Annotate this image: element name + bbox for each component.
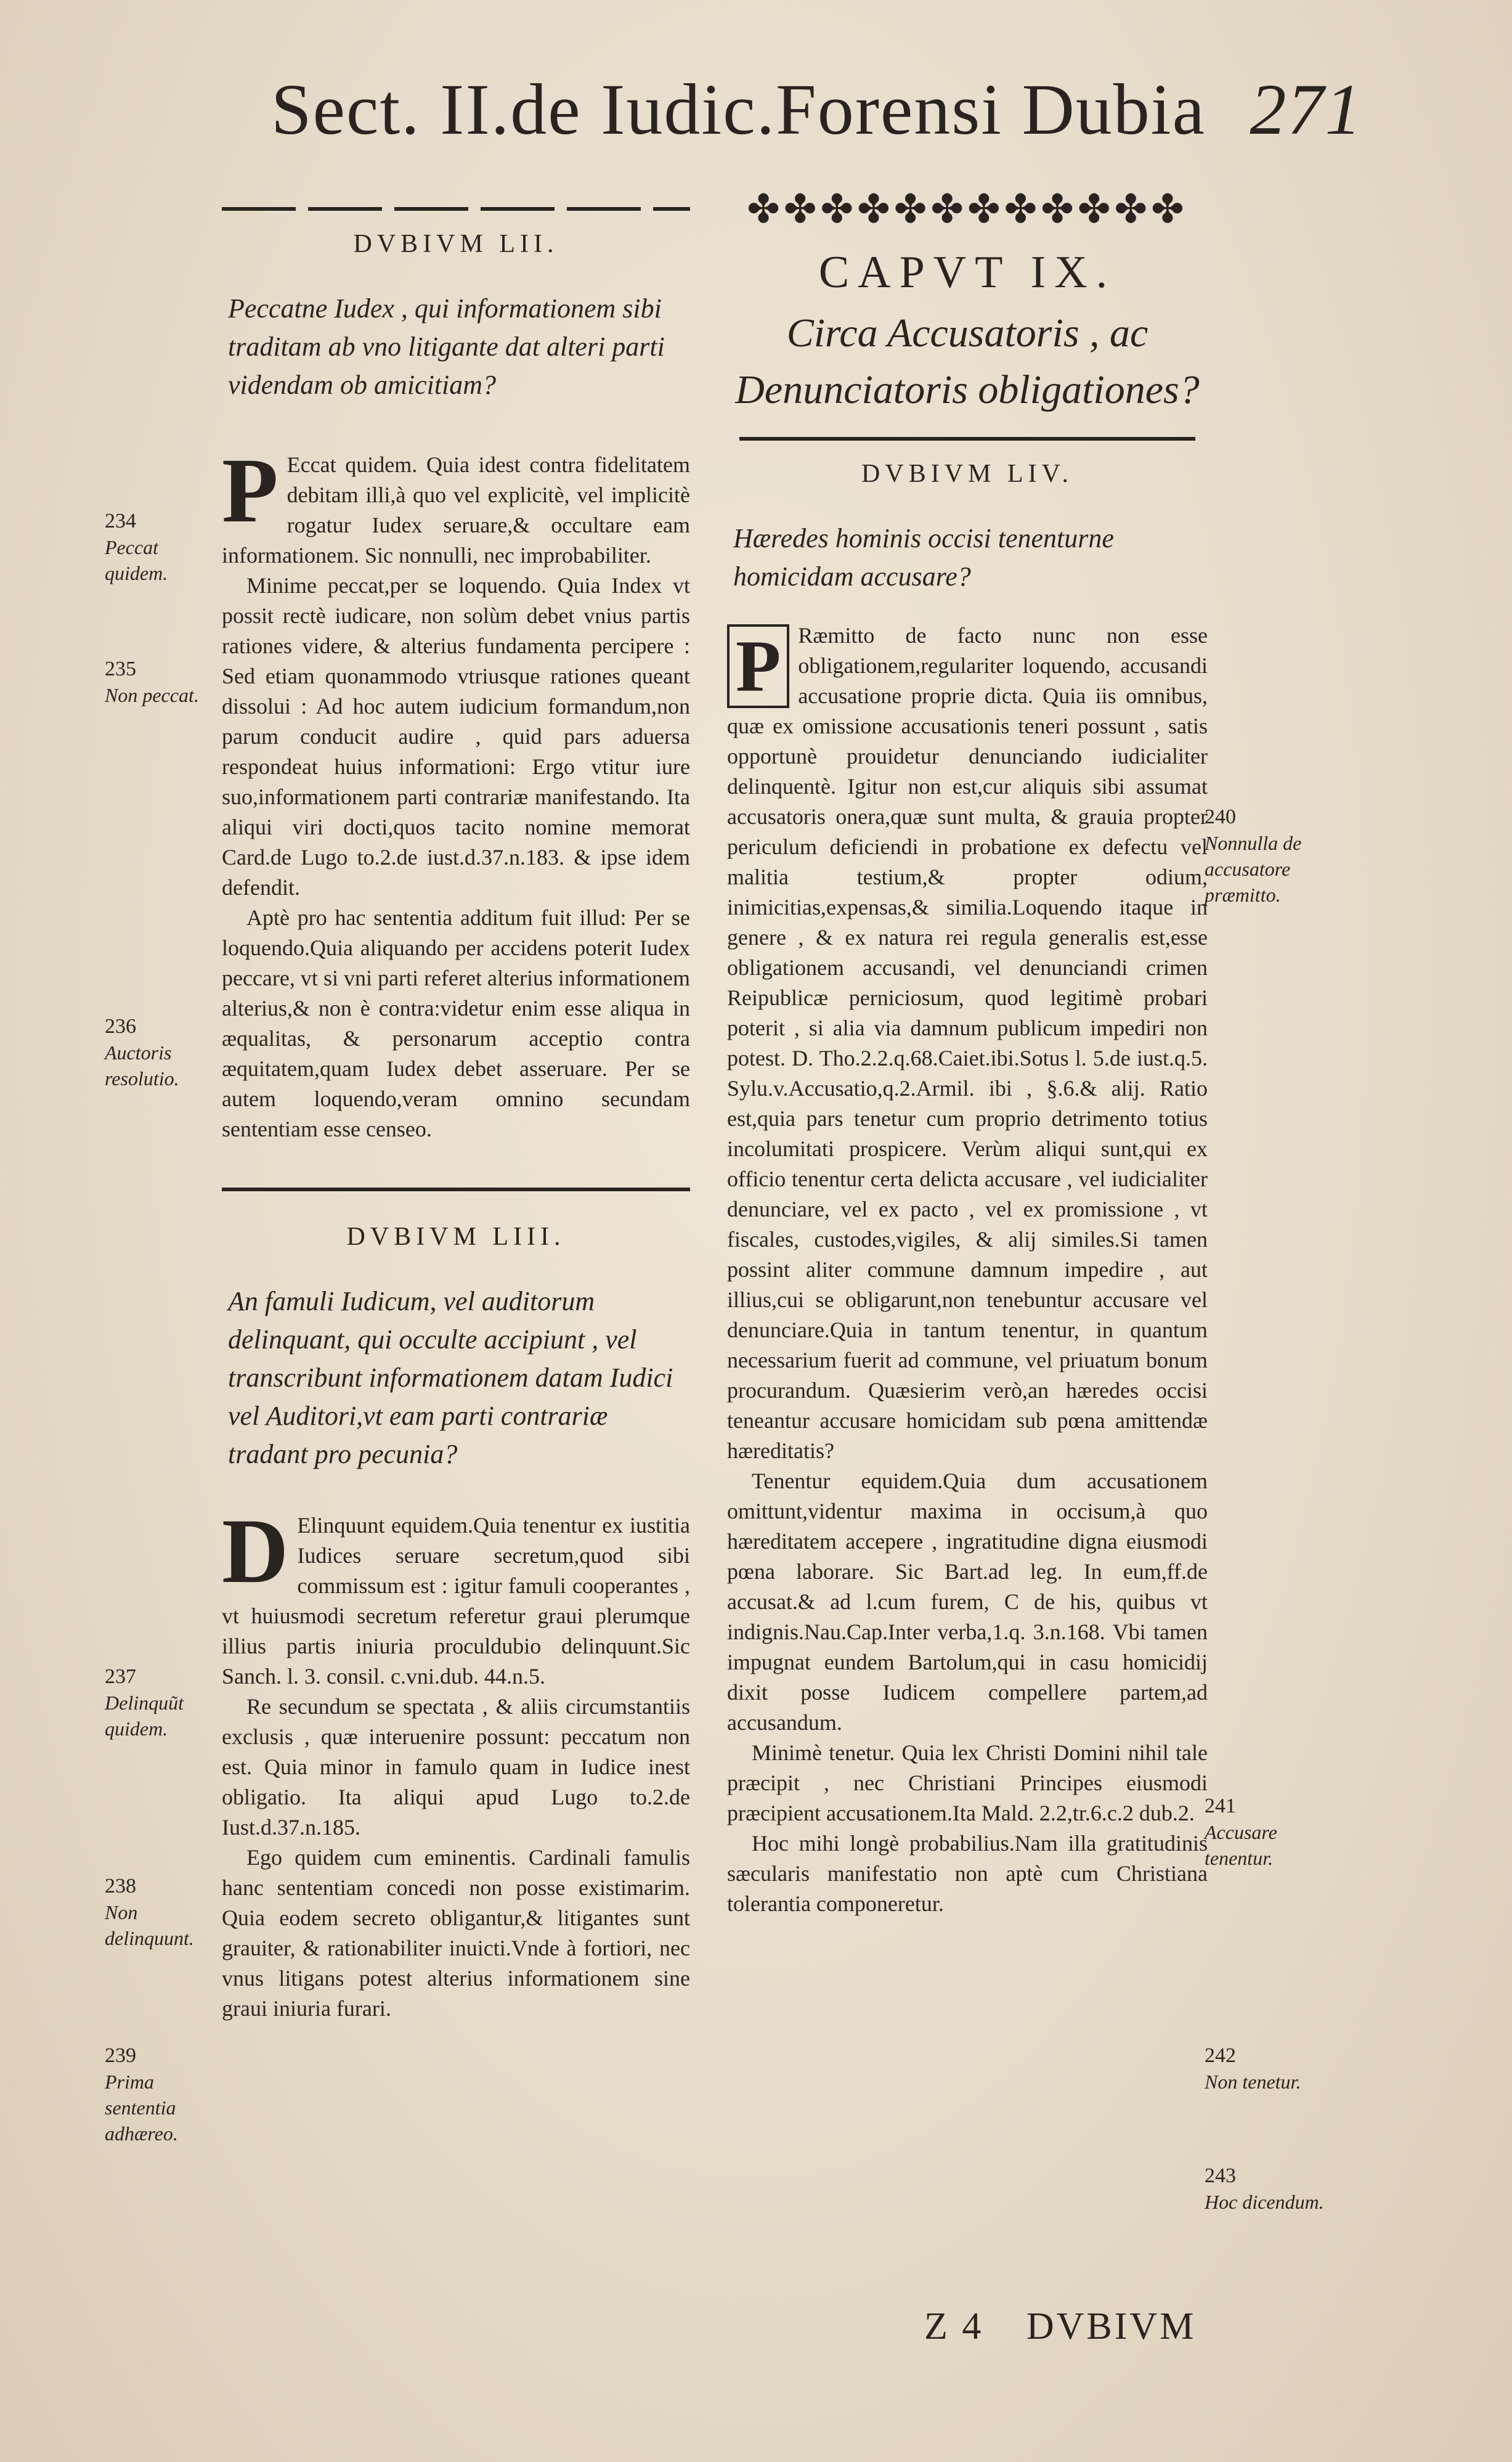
margin-number: 237 (105, 1665, 136, 1688)
fleuron-ornament: ✤✤✤✤✤✤✤✤✤✤✤✤ (747, 187, 1188, 231)
margin-note (105, 656, 216, 708)
margin-note (105, 2043, 216, 2146)
dubium-53-title: DVBIVM LIII. (346, 1223, 566, 1251)
margin-note (1205, 1793, 1328, 1871)
margin-note (1205, 804, 1328, 908)
left-column (222, 185, 690, 2024)
margin-text: Peccat quidem. (105, 536, 168, 584)
paragraph: Minimè tenetur. Quia lex Christi Domini nihil tale præcipit , nec Christiani Principes eiusmodi præcipient accusationem.Ita Mald. 2.2,tr.6.c.2 dub.2. (727, 1740, 1208, 1825)
margin-number: 235 (105, 658, 136, 680)
paragraph (222, 1500, 690, 1692)
chapter-heading: CAPVT IX. (818, 247, 1116, 298)
paragraph: Aptè pro hac sententia additum fuit illud: Per se loquendo.Quia aliquando per accidens poterit Iudex peccare, vt si vni parti referet alterius informationem alterius,& non è contra:videtur enim esse aliqua in æqualitas, & personarum acceptio contra æquitatem,quam Iudex debet asseruare. Per se autem loquendo,veram omnino secundam sententiam esse censeo. (222, 905, 690, 1141)
page-number: 271 (1250, 69, 1363, 150)
signature-mark: Z 4 (924, 2305, 984, 2347)
section-rule (222, 1188, 690, 1191)
dubium-53-question: An famuli Iudicum, vel auditorum delinquant, qui occulte accipiunt , vel transcribunt informationem datam Iudici vel Auditori,vt eam parti contrariæ tradant pro pecunia? (228, 1286, 673, 1469)
top-rule (222, 207, 690, 211)
paragraph: Hoc mihi longè probabilius.Nam illa gratitudinis sæcularis manifestatio non aptè cum Christiana tolerantia componeretur. (727, 1831, 1208, 1916)
margin-note (1205, 2043, 1328, 2095)
margin-text: Hoc dicendum. (1205, 2191, 1324, 2213)
paragraph: Tenentur equidem.Quia dum accusationem omittunt,videntur maxima in occisum,à quo hæreditatem accepere , ingratitudine digna eiusmodi pœna laborare. Sic Bart.ad leg. In eum,ff.de accusat.& ad l.cum furem, C de his, quibus vt indignis.Nau.Cap.Inter verba,1.q. 3.n.168. Vbi tamen impugnat eundem Bartolum,qui in casu homicidij dixit posse Iudicem compellere partem,ad accusandum. (727, 1469, 1208, 1735)
drop-cap: P (222, 439, 278, 542)
margin-note (105, 508, 216, 586)
margin-text: Non delinquunt. (105, 1901, 194, 1949)
margin-number: 241 (1205, 1795, 1236, 1817)
dubium-52-title: DVBIVM LII. (353, 230, 559, 258)
margin-text: Non tenetur. (1205, 2071, 1301, 2093)
page-footer (924, 2305, 1196, 2349)
margin-note (1205, 2163, 1328, 2215)
margin-text: Auctoris resolutio. (105, 1041, 179, 1090)
margin-number: 236 (105, 1015, 136, 1038)
paragraph-text: Eccat quidem. Quia idest contra fidelitatem debitam illi,à quo vel explicitè, vel implicitè rogatur Iudex seruare,& occultare eam informationem. Sic nonnulli, nec improbabiliter. (222, 452, 690, 568)
dubium-52-body (222, 439, 690, 1144)
margin-number: 238 (105, 1875, 136, 1897)
chapter-title: Circa Accusatoris , ac Denunciatoris obligationes? (735, 311, 1200, 412)
margin-number: 243 (1205, 2164, 1236, 2187)
margin-number: 240 (1205, 805, 1236, 828)
paragraph: Ego quidem cum eminentis. Cardinali famulis hanc sententiam concedi non posse existimarim. Quia eodem secreto obligantur,& litigantes sunt grauiter, & rationabiliter inuicti.Vnde à fortiori, nec vnus litigans potest alterius informationem sine graui iniuria furari. (222, 1845, 690, 2021)
drop-cap: P (727, 624, 789, 708)
margin-text: Non peccat. (105, 684, 199, 706)
margin-number: 234 (105, 510, 136, 532)
paragraph: Minime peccat,per se loquendo. Quia Index vt possit rectè iudicare, non solùm debet vnius partis rationes videre, & alterius fundamenta percipere : Sed etiam quonammodo vtriusque rationes queant dissolui : Ad hoc autem iudicium formandum,non parum conducit audire , quid pars aduersa respondeat huius informationi: Ergo vtitur iure suo,informationem parti contrariæ manifestando. Ita aliqui viri docti,quos tacito nomine memorat Card.de Lugo to.2.de iust.d.37.n.183. & ipse idem defendit. (222, 573, 690, 900)
margin-number: 242 (1205, 2044, 1236, 2067)
paragraph: Re secundum se spectata , & aliis circumstantiis exclusis , quæ interuenire possunt: peccatum non est. Quia minor in famulo quam in Iudice inest obligatio. Ita aliqui apud Lugo to.2.de Iust.d.37.n.185. (222, 1694, 690, 1840)
dubium-54-title: DVBIVM LIV. (861, 460, 1073, 488)
catchword: DVBIVM (1026, 2305, 1197, 2347)
dubium-53-body (222, 1500, 690, 2024)
margin-note (105, 1664, 216, 1742)
running-header (271, 68, 1363, 160)
dubium-52-question: Peccatne Iudex , qui informationem sibi traditam ab vno litigante dat alteri parti videndam ob amicitiam? (228, 293, 665, 400)
dubium-54-body (727, 621, 1208, 1919)
drop-cap: D (222, 1500, 289, 1602)
margin-text: Delinquũt quidem. (105, 1692, 184, 1740)
margin-text: Accusare tenentur. (1205, 1821, 1277, 1869)
margin-text: Nonnulla de accusatore præmitto. (1205, 832, 1302, 906)
paragraph (222, 439, 690, 571)
paragraph-text: Ræmitto de facto nunc non esse obligationem,regulariter loquendo, accusandi accusatione proprie dicta. Quia iis omnibus, quæ ex omissione accusationis teneri possunt , satis opportunè prouidetur denunciando iudicialiter delinquentè. Igitur non est,cur aliquis sibi assumat accusatoris onera,quæ sunt multa, & grauia propter periculum deficiendi in probatione ex defectu vel malitia testium,& propter odium, inimicitias,expensas,& similia.Loquendo itaque in genere , & ex natura rei regula generalis est,esse obligationem accusandi, vel denunciandi crimen Reipublicæ perniciosum, quod legitimè probari poterit , si alia via damnum publicum impediri non potest. D. Tho.2.2.q.68.Caiet.ibi.Sotus l. 5.de iust.q.5. Sylu.v.Accusatio,q.2.Armil. ibi , §.6.& alij. Ratio est,quia pars tenetur cum proprio detrimento totius incolumitati prospicere. Verùm aliqui sunt,qui ex officio tenentur certa delicta accusare , vel iudicialiter denunciare, vel ex pacto , vel ex promissione , vt fiscales, custodes,vigiles, & alij similes.Si tamen possint aliter commune damnum impedire , aut illius,cui se obligarunt,non tenebuntur accusare vel denunciare.Quia in tantum tenentur, in quantum necessarium fuerit ad commune, vel priuatum bonum procurandum. Quæsierim verò,an hæredes occisi teneantur accusare homicidam sub pœna amittendæ hæreditatis? (727, 623, 1208, 1463)
dubium-54-question: Hæredes hominis occisi tenenturne homicidam accusare? (733, 523, 1114, 592)
header-title: Sect. II.de Iudic.Forensi Dubia (271, 69, 1206, 150)
margin-note (105, 1873, 216, 1951)
paragraph-text: Elinquunt equidem.Quia tenentur ex iustitia Iudices seruare secretum,quod sibi commissum est : igitur famuli cooperantes , vt huiusmodi secretum referetur graui plerumque illius partis iniuria proculdubio delinquunt.Sic Sanch. l. 3. consil. c.vni.dub. 44.n.5. (222, 1513, 690, 1689)
chapter-rule (739, 437, 1195, 441)
margin-number: 239 (105, 2044, 136, 2067)
margin-text: Prima sententia adhæreo. (105, 2071, 178, 2145)
right-column (727, 185, 1208, 1919)
paragraph (727, 621, 1208, 1466)
margin-note (105, 1014, 216, 1091)
